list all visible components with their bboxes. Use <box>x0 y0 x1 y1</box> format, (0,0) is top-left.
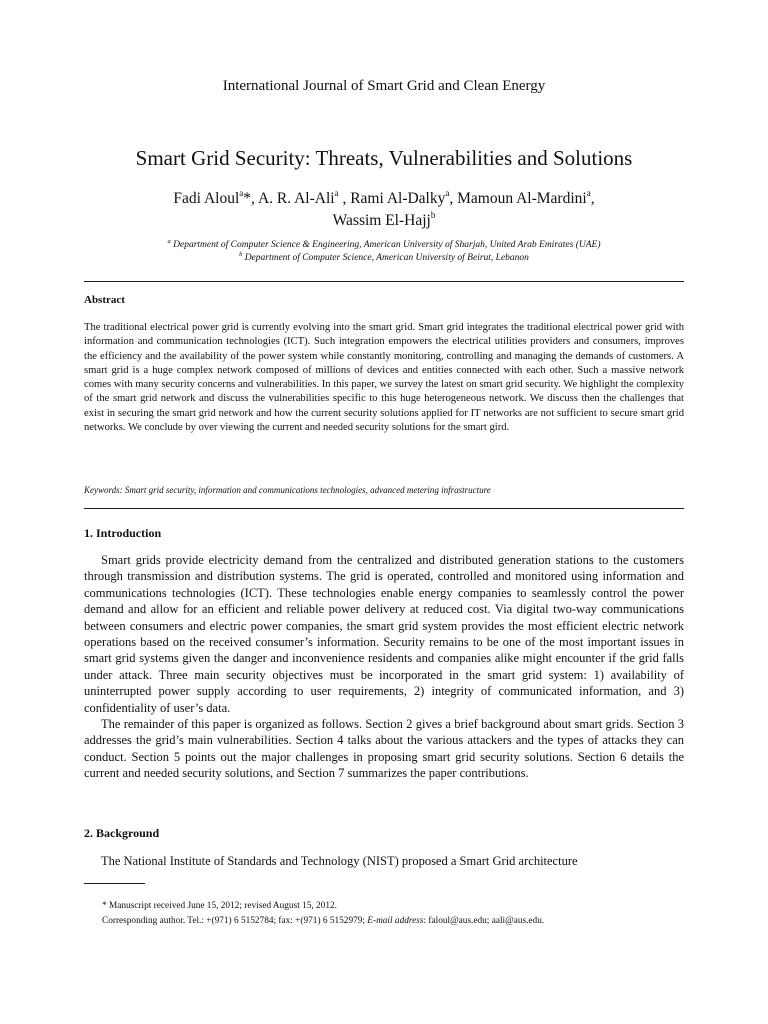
author-affil-mark: a <box>334 188 339 198</box>
author-affil-mark: a <box>586 188 591 198</box>
footnote-manuscript: * Manuscript received June 15, 2012; revised August 15, 2012. <box>102 901 337 911</box>
paper-title: Smart Grid Security: Threats, Vulnerabilities and Solutions <box>135 146 633 170</box>
author-name: A. R. Al-Ali <box>257 190 335 207</box>
email-label: E-mail address <box>367 915 424 926</box>
footnote-corresponding: Corresponding author. Tel.: +(971) 6 5152784; fax: +(971) 6 5152979; E-mail address: faloul@aus.edu; aali@aus.edu. <box>102 915 545 926</box>
author-line-2 <box>0 210 768 232</box>
section-heading-background: 2. Background <box>84 826 160 840</box>
author-name: Mamoun Al-Mardini <box>457 190 587 207</box>
paragraph: The National Institute of Standards and Technology (NIST) proposed a Smart Grid architecture <box>101 854 578 868</box>
affiliation-b: $^b$ Department of Computer Science, American University of Beirut, Lebanon <box>239 251 529 263</box>
footnote-rule <box>84 883 145 884</box>
author-name: Wassim El-Hajj <box>332 212 431 229</box>
paragraph: Smart grids provide electricity demand from the centralized and distributed generation stations to the customers through transmission and distribution systems. The grid is operated, controlled and monitored using information and communications technologies (ICT). These technologies enable energy companies to seamlessly control the power demand and allow for an efficient and reliable power delivery at reduced cost. Via digital two-way communications between consumers and electric power companies, the smart grid system provides the most efficient electric network operations based on the received consumer’s information. Security remains to be one of the most important issues in smart grid systems given the danger and inconvenience residents and companies alike might encounter if the grid falls under attack. Three main security objectives must be incorporated in the smart grid system: 1) availability of uninterrupted power supply according to user requirements, 2) integrity of communicated information, and 3) confidentiality of user’s data. <box>84 553 684 715</box>
author-affil-mark: a <box>239 188 244 198</box>
keywords: Keywords: Smart grid security, information and communications technologies, advanced metering infrastructure <box>84 485 491 495</box>
abstract-heading: Abstract <box>84 294 125 306</box>
author-name: Rami Al-Dalky <box>350 190 446 207</box>
author-affil-mark: a <box>445 188 450 198</box>
affiliation-a: $^a$ Department of Computer Science & Engineering, American University of Sharjah, United Arab Emirates (UAE) <box>167 238 601 250</box>
abstract-top-rule <box>84 281 684 282</box>
author-line-1: Fadi Aloul$^a$*, A. R. Al-Ali$^a$ , Rami Al-Dalky$^a$, Mamoun Al-Mardini$^a$, <box>173 188 595 207</box>
affiliations <box>0 239 768 265</box>
abstract-text: The traditional electrical power grid is currently evolving into the smart grid. Smart grid integrates the traditional electrical power grid with information and communication technologies (ICT). Such integration empowers the electrical utilities providers and consumers, improves the efficiency and the availability of the power system while constantly monitoring, controlling and managing the demands of customers. A smart grid is a huge complex network composed of millions of devices and entities connected with each other. Such a massive network comes with many security concerns and vulnerabilities. In this paper, we survey the latest on smart grid security. We highlight the complexity of the smart grid network and discuss the vulnerabilities specific to this huge heterogeneous network. We discuss then the challenges that exist in securing the smart grid network and how the current security solutions applied for IT networks are not sufficient to secure smart grid networks. We conclude by over viewing the current and needed security solutions for the smart gird. <box>84 322 684 434</box>
abstract-bottom-rule <box>84 508 684 509</box>
author-name: Fadi Aloul <box>173 190 240 207</box>
author-affil-mark: b <box>430 210 436 220</box>
journal-name: International Journal of Smart Grid and Clean Energy <box>222 78 546 94</box>
section-heading-introduction: 1. Introduction <box>84 526 162 540</box>
background-body <box>84 853 684 869</box>
introduction-body <box>84 552 684 782</box>
footnotes <box>102 899 702 928</box>
email-addresses: : faloul@aus.edu; aali@aus.edu. <box>423 915 545 926</box>
paragraph: The remainder of this paper is organized as follows. Section 2 gives a brief background about smart grids. Section 3 addresses the grid’s main vulnerabilities. Section 4 talks about the various attackers and the types of attacks they can conduct. Section 5 points out the major challenges in proposing smart grid security solutions. Section 6 details the current and needed security solutions, and Section 7 summarizes the paper contributions. <box>84 717 684 781</box>
author-list <box>0 188 768 232</box>
